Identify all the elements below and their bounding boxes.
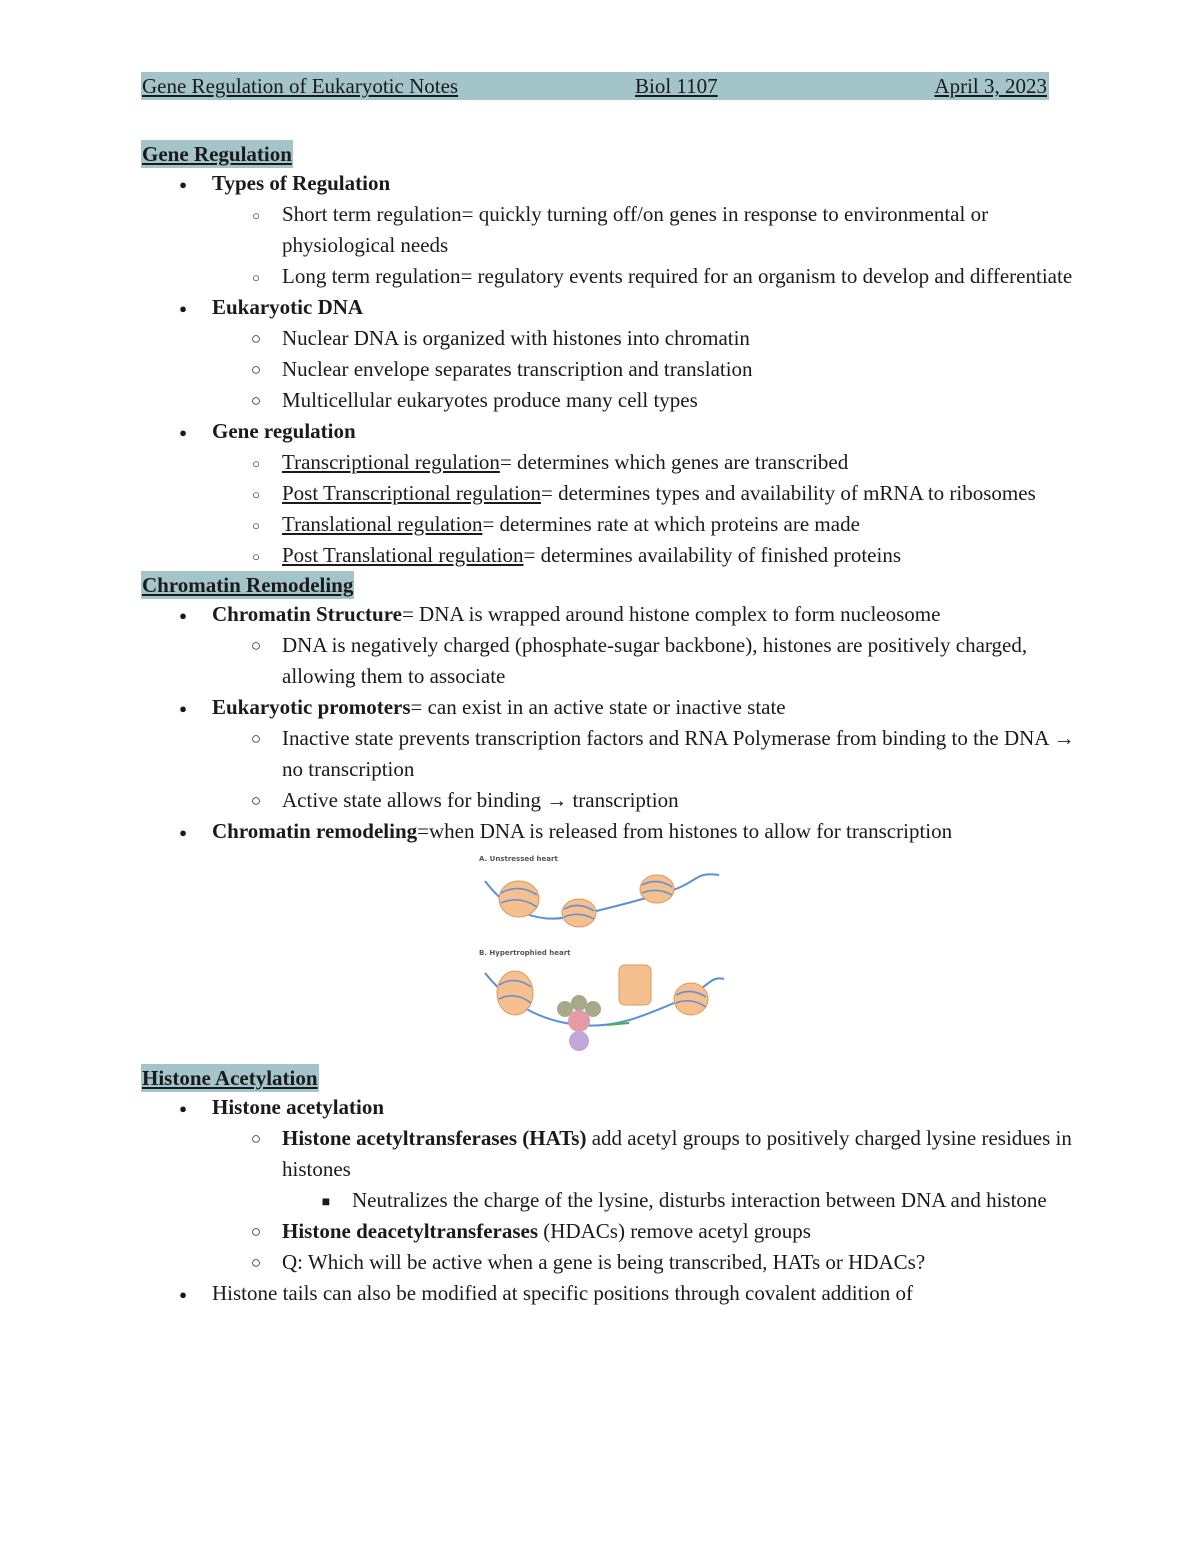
- definition: = determines rate at which proteins are made: [482, 512, 860, 536]
- term: Eukaryotic promoters: [212, 695, 411, 719]
- item-text: Inactive state prevents transcription factors and RNA Polymerase from binding to the DNA → no transcription: [282, 726, 1075, 781]
- bullet-icon: [173, 416, 193, 448]
- list-item: [141, 385, 1081, 416]
- nucleosome: [619, 965, 651, 1005]
- definition: = DNA is wrapped around histone complex to form nucleosome: [401, 602, 941, 626]
- definition: add acetyl groups to positively charged lysine residues in histones: [282, 1126, 1072, 1181]
- bullet-icon: [173, 816, 193, 848]
- list-item: [141, 199, 1081, 261]
- bullet-icon: [246, 509, 266, 541]
- bullet-icon: [246, 1216, 266, 1247]
- list-item: [141, 1278, 1081, 1309]
- term: Histone acetyltransferases (HATs): [282, 1126, 587, 1150]
- list-item: [141, 785, 1081, 816]
- definition: = determines types and availability of mRNA to ribosomes: [541, 481, 1036, 505]
- bullet-icon: [246, 630, 266, 661]
- item-text: Nuclear DNA is organized with histones into chromatin: [282, 326, 750, 350]
- list-item: [141, 1092, 1081, 1123]
- item-heading: Types of Regulation: [212, 171, 391, 195]
- item-text: Long term regulation= regulatory events required for an organism to develop and differentiate: [282, 264, 1073, 288]
- definition: =when DNA is released from histones to allow for transcription: [417, 819, 953, 843]
- section-title-gene-regulation: Gene Regulation: [142, 142, 292, 166]
- item-text: Q: Which will be active when a gene is being transcribed, HATs or HDACs?: [282, 1250, 926, 1274]
- term: Chromatin Structure: [212, 602, 402, 626]
- document-header: [141, 72, 1049, 100]
- bullet-icon: [246, 1247, 266, 1278]
- list-item: [141, 1216, 1081, 1247]
- bullet-icon: [246, 478, 266, 510]
- bullet-icon: [173, 292, 193, 324]
- item-heading: Gene regulation: [212, 419, 356, 443]
- bullet-icon: [246, 447, 266, 479]
- bullet-icon: [246, 323, 266, 354]
- item-text: Short term regulation= quickly turning off/on genes in response to environmental or physiological needs: [282, 202, 989, 257]
- chromatin-remodeling-figure: [479, 853, 729, 1053]
- bullet-icon: [246, 1123, 266, 1154]
- item-text: DNA is negatively charged (phosphate-sugar backbone), histones are positively charged, allowing them to associate: [282, 633, 1028, 688]
- term: Post Transcriptional regulation: [282, 481, 541, 505]
- bullet-icon: [173, 599, 193, 631]
- nucleosome: [497, 971, 533, 1015]
- list-item: [141, 723, 1081, 785]
- list-item: [141, 447, 1081, 478]
- definition: = determines availability of finished proteins: [523, 543, 901, 567]
- term: Post Translational regulation: [282, 543, 524, 567]
- bullet-icon: [246, 354, 266, 385]
- bullet-icon: [246, 785, 266, 816]
- bullet-icon: [173, 168, 193, 200]
- item-text: Histone tails can also be modified at specific positions through covalent addition of: [212, 1281, 914, 1305]
- figure-label-a: A. Unstressed heart: [479, 855, 558, 863]
- list-item: [141, 416, 1081, 447]
- bullet-icon: [173, 1278, 193, 1310]
- item-text: Nuclear envelope separates transcription and translation: [282, 357, 753, 381]
- header-date: April 3, 2023: [934, 74, 1047, 98]
- list-item: [141, 509, 1081, 540]
- item-heading: Histone acetylation: [212, 1095, 385, 1119]
- nucleosome: [499, 881, 539, 917]
- section-title-histone-acetylation: Histone Acetylation: [142, 1066, 318, 1090]
- definition: = can exist in an active state or inactive state: [410, 695, 786, 719]
- nucleosome: [674, 983, 708, 1015]
- list-item: [141, 292, 1081, 323]
- list-item: [141, 323, 1081, 354]
- document-body: [141, 140, 1081, 1309]
- item-text: Active state allows for binding → transcription: [282, 788, 679, 812]
- term: Histone deacetyltransferases: [282, 1219, 539, 1243]
- nucleosome: [640, 875, 674, 903]
- list-item: [141, 816, 1081, 847]
- term: Transcriptional regulation: [282, 450, 500, 474]
- list-item: [141, 599, 1081, 630]
- bullet-icon: [246, 199, 266, 231]
- term: Chromatin remodeling: [212, 819, 418, 843]
- list-item: [141, 478, 1081, 509]
- item-heading: Eukaryotic DNA: [212, 295, 364, 319]
- list-item: [141, 1123, 1081, 1185]
- header-title: Gene Regulation of Eukaryotic Notes: [142, 74, 459, 98]
- list-item: [141, 261, 1081, 292]
- bullet-icon: [173, 692, 193, 724]
- term: Translational regulation: [282, 512, 483, 536]
- bullet-icon: [246, 723, 266, 754]
- item-text: Neutralizes the charge of the lysine, disturbs interaction between DNA and histone: [352, 1188, 1047, 1212]
- item-text: Multicellular eukaryotes produce many cell types: [282, 388, 698, 412]
- list-item: [141, 540, 1081, 571]
- definition: (HDACs) remove acetyl groups: [538, 1219, 811, 1243]
- section-title-chromatin-remodeling: Chromatin Remodeling: [142, 573, 354, 597]
- list-item: [141, 692, 1081, 723]
- list-item: [141, 1247, 1081, 1278]
- bullet-icon: [246, 540, 266, 572]
- header-course: Biol 1107: [635, 74, 718, 98]
- list-item: [141, 168, 1081, 199]
- bullet-icon: [316, 1185, 336, 1218]
- figure-label-b: B. Hypertrophied heart: [479, 949, 571, 957]
- definition: = determines which genes are transcribed: [499, 450, 849, 474]
- bullet-icon: [246, 261, 266, 293]
- list-item: [141, 354, 1081, 385]
- list-item: [141, 1185, 1081, 1216]
- list-item: [141, 630, 1081, 692]
- nucleosome: [562, 899, 596, 927]
- bullet-icon: [246, 385, 266, 416]
- bullet-icon: [173, 1092, 193, 1124]
